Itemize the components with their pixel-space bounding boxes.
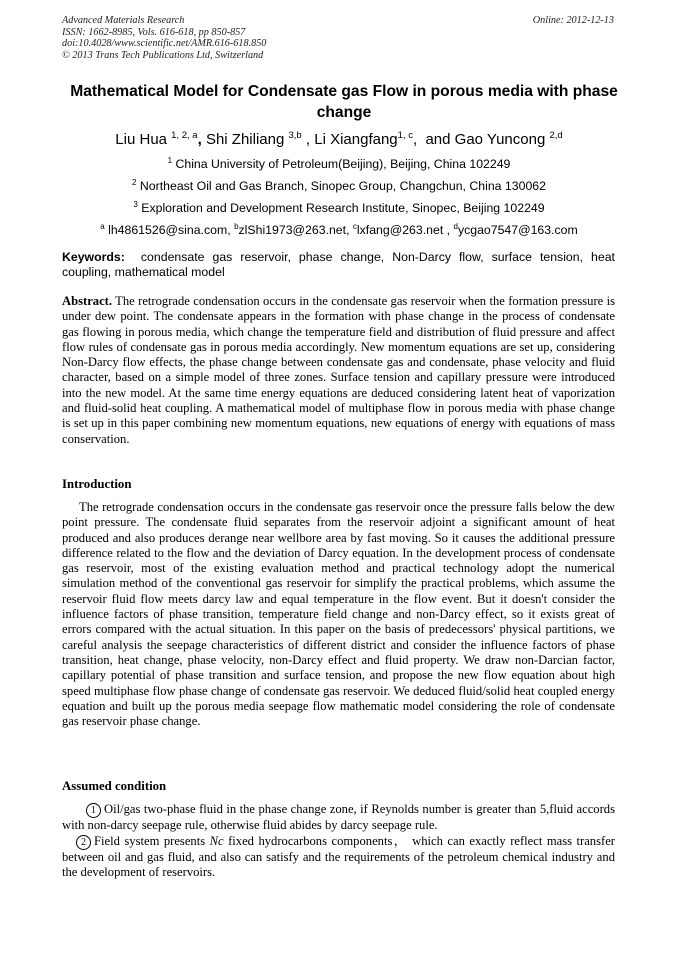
condition-2: [62, 834, 615, 881]
circled-number-2: 2: [76, 835, 91, 850]
affiliation-1: [62, 157, 616, 171]
affiliation-text: China University of Petroleum(Beijing), Beijing, China 102249: [175, 157, 511, 171]
author-sup: 3,b: [288, 130, 302, 141]
condition-2-text-b: fixed hydrocarbons components， which can exactly reflect mass transfer between oil and gas fluid, and also can satisfy and the requirements of the petroleum chemical industry and the development of reservoirs.: [62, 834, 615, 880]
author-sup: 2,d: [549, 130, 563, 141]
journal-header: [62, 15, 266, 61]
issn-line: ISSN: 1662-8985, Vols. 616-618, pp 850-857: [62, 26, 246, 38]
online-date: Online: 2012-12-13: [532, 15, 614, 26]
author-list: Liu Hua $^{1, 2, a}$, Shi Zhiliang $^{3,b}$ , Li Xiangfang$^{1, c}$, and Gao Yuncong $^{2,d}$: [115, 130, 563, 148]
circled-number-1: 1: [86, 803, 101, 818]
paper-title: Mathematical Model for Condensate gas Flow in porous media with phase change: [70, 83, 618, 121]
introduction-text: The retrograde condensation occurs in the condensate gas reservoir once the pressure falls below the dew point pressure. The condensate fluid separates from the reservoir adjoint a significant amount of heat produced and also produces derange near wellbore area by fast moving. So it causes the additional pressure difference related to the flow and the deviation of Darcy equation. In the development process of condensate gas reservoir, most of the existing evaluation method and practical technology adopt the numerical simulation method of the conventional gas reservoir for simplify the practical problems, which assume the reservoir fluid flow meets darcy law and equal temperature in the flow event. But it doesn't consider the influence factors of phase transition, temperature field change and non-Darcy effect, so it exists great of errors compared with the actual situation. In this paper on the basis of predecessors' physical partitions, we careful analysis the seepage characteristics of different district and consider the influence factors of phase transition, heat change, phase velocity, non-Darcy effect and fluid property. We draw non-Darcian factor, capillary potential of phase transition and surface tension, and propose the new flow equation about high speed multiphase flow phase change of condensate gas reservoir. We deduced fluid/solid heat coupled energy equation and built up the porous media seepage flow mathematic model considering the role of condensate gas reservoir phase change.: [62, 500, 615, 729]
email-sup: b: [234, 222, 239, 231]
author-name: Li Xiangfang: [314, 131, 398, 148]
abstract-text: The retrograde condensation occurs in the condensate gas reservoir when the formation pressure is under dew point. The condensate appears in the formation with phase change in the process of condensate gas flowing in porous media, which change the temperature field and distribution of fluid pressure and affect flow rules of condensate gas in porous media accordingly. New momentum equations are set up, considering Non-Darcy flow effects, the phase change between condensate gas and condensate, phase velocity and fluid character, based on a simple model of three zones. Surface tension and capillary pressure were introduced into the new model. At the same time energy equations are deduced considering latent heat of vaporization and fluid-solid heat coupling. A mathematical model of multiphase flow in porous media with phase change is set up in this paper combining new momentum equations, new equations of energy with equations of mass conservation.: [62, 294, 615, 446]
copyright-line: © 2013 Trans Tech Publications Ltd, Switzerland: [62, 49, 264, 61]
email-a: lh4861526@sina.com: [108, 223, 228, 237]
author-name: Shi Zhiliang: [205, 131, 285, 148]
abstract-label: Abstract.: [62, 294, 113, 308]
email-b: zlShi1973@263.net: [238, 223, 347, 237]
condition-2-text-a: Field system presents: [94, 834, 210, 848]
condition-2-variable: Nc: [209, 834, 224, 848]
author-name: Gao Yuncong: [454, 131, 546, 148]
affiliation-text: Exploration and Development Research Institute, Sinopec, Beijing 102249: [141, 201, 545, 215]
affiliation-text: Northeast Oil and Gas Branch, Sinopec Group, Changchun, China 130062: [139, 179, 546, 193]
abstract: [62, 294, 615, 447]
author-sup: 1, 2, a: [171, 130, 198, 141]
author-sup: 1, c: [397, 130, 413, 141]
journal-name: Advanced Materials Research: [62, 15, 185, 26]
affiliation-num: 1: [167, 156, 173, 165]
condition-1-text: Oil/gas two-phase fluid in the phase change zone, if Reynolds number is greater than 5,fluid accords with non-darcy seepage rule, otherwise fluid abides by darcy seepage rule.: [62, 802, 615, 832]
keywords-text: condensate gas reservoir, phase change, Non-Darcy flow, surface tension, heat coupling, mathematical model: [62, 250, 615, 279]
keywords-label: Keywords:: [62, 250, 125, 264]
email-sup: c: [352, 222, 357, 231]
doi-line: doi:10.4028/www.scientific.net/AMR.616-618.850: [62, 38, 267, 49]
affiliation-3: [62, 201, 616, 215]
email-sup: a: [100, 222, 105, 231]
author-name: Liu Hua: [115, 131, 167, 148]
keywords: [62, 250, 615, 280]
email-c: lxfang@263.net: [356, 223, 444, 237]
condition-1: [62, 802, 615, 833]
section-heading-introduction: Introduction: [62, 477, 132, 491]
email-sup: d: [453, 222, 458, 231]
section-heading-assumed-condition: Assumed condition: [62, 779, 167, 793]
affiliation-2: [62, 179, 616, 193]
affiliation-num: 2: [132, 178, 137, 187]
affiliation-num: 3: [133, 200, 138, 209]
email-d: ycgao7547@163.com: [457, 223, 578, 237]
email-line: $^a$ lh4861526@sina.com, $^b$zlShi1973@263.net, $^c$lxfang@263.net , $^d$ycgao7547@163.com: [100, 222, 578, 237]
